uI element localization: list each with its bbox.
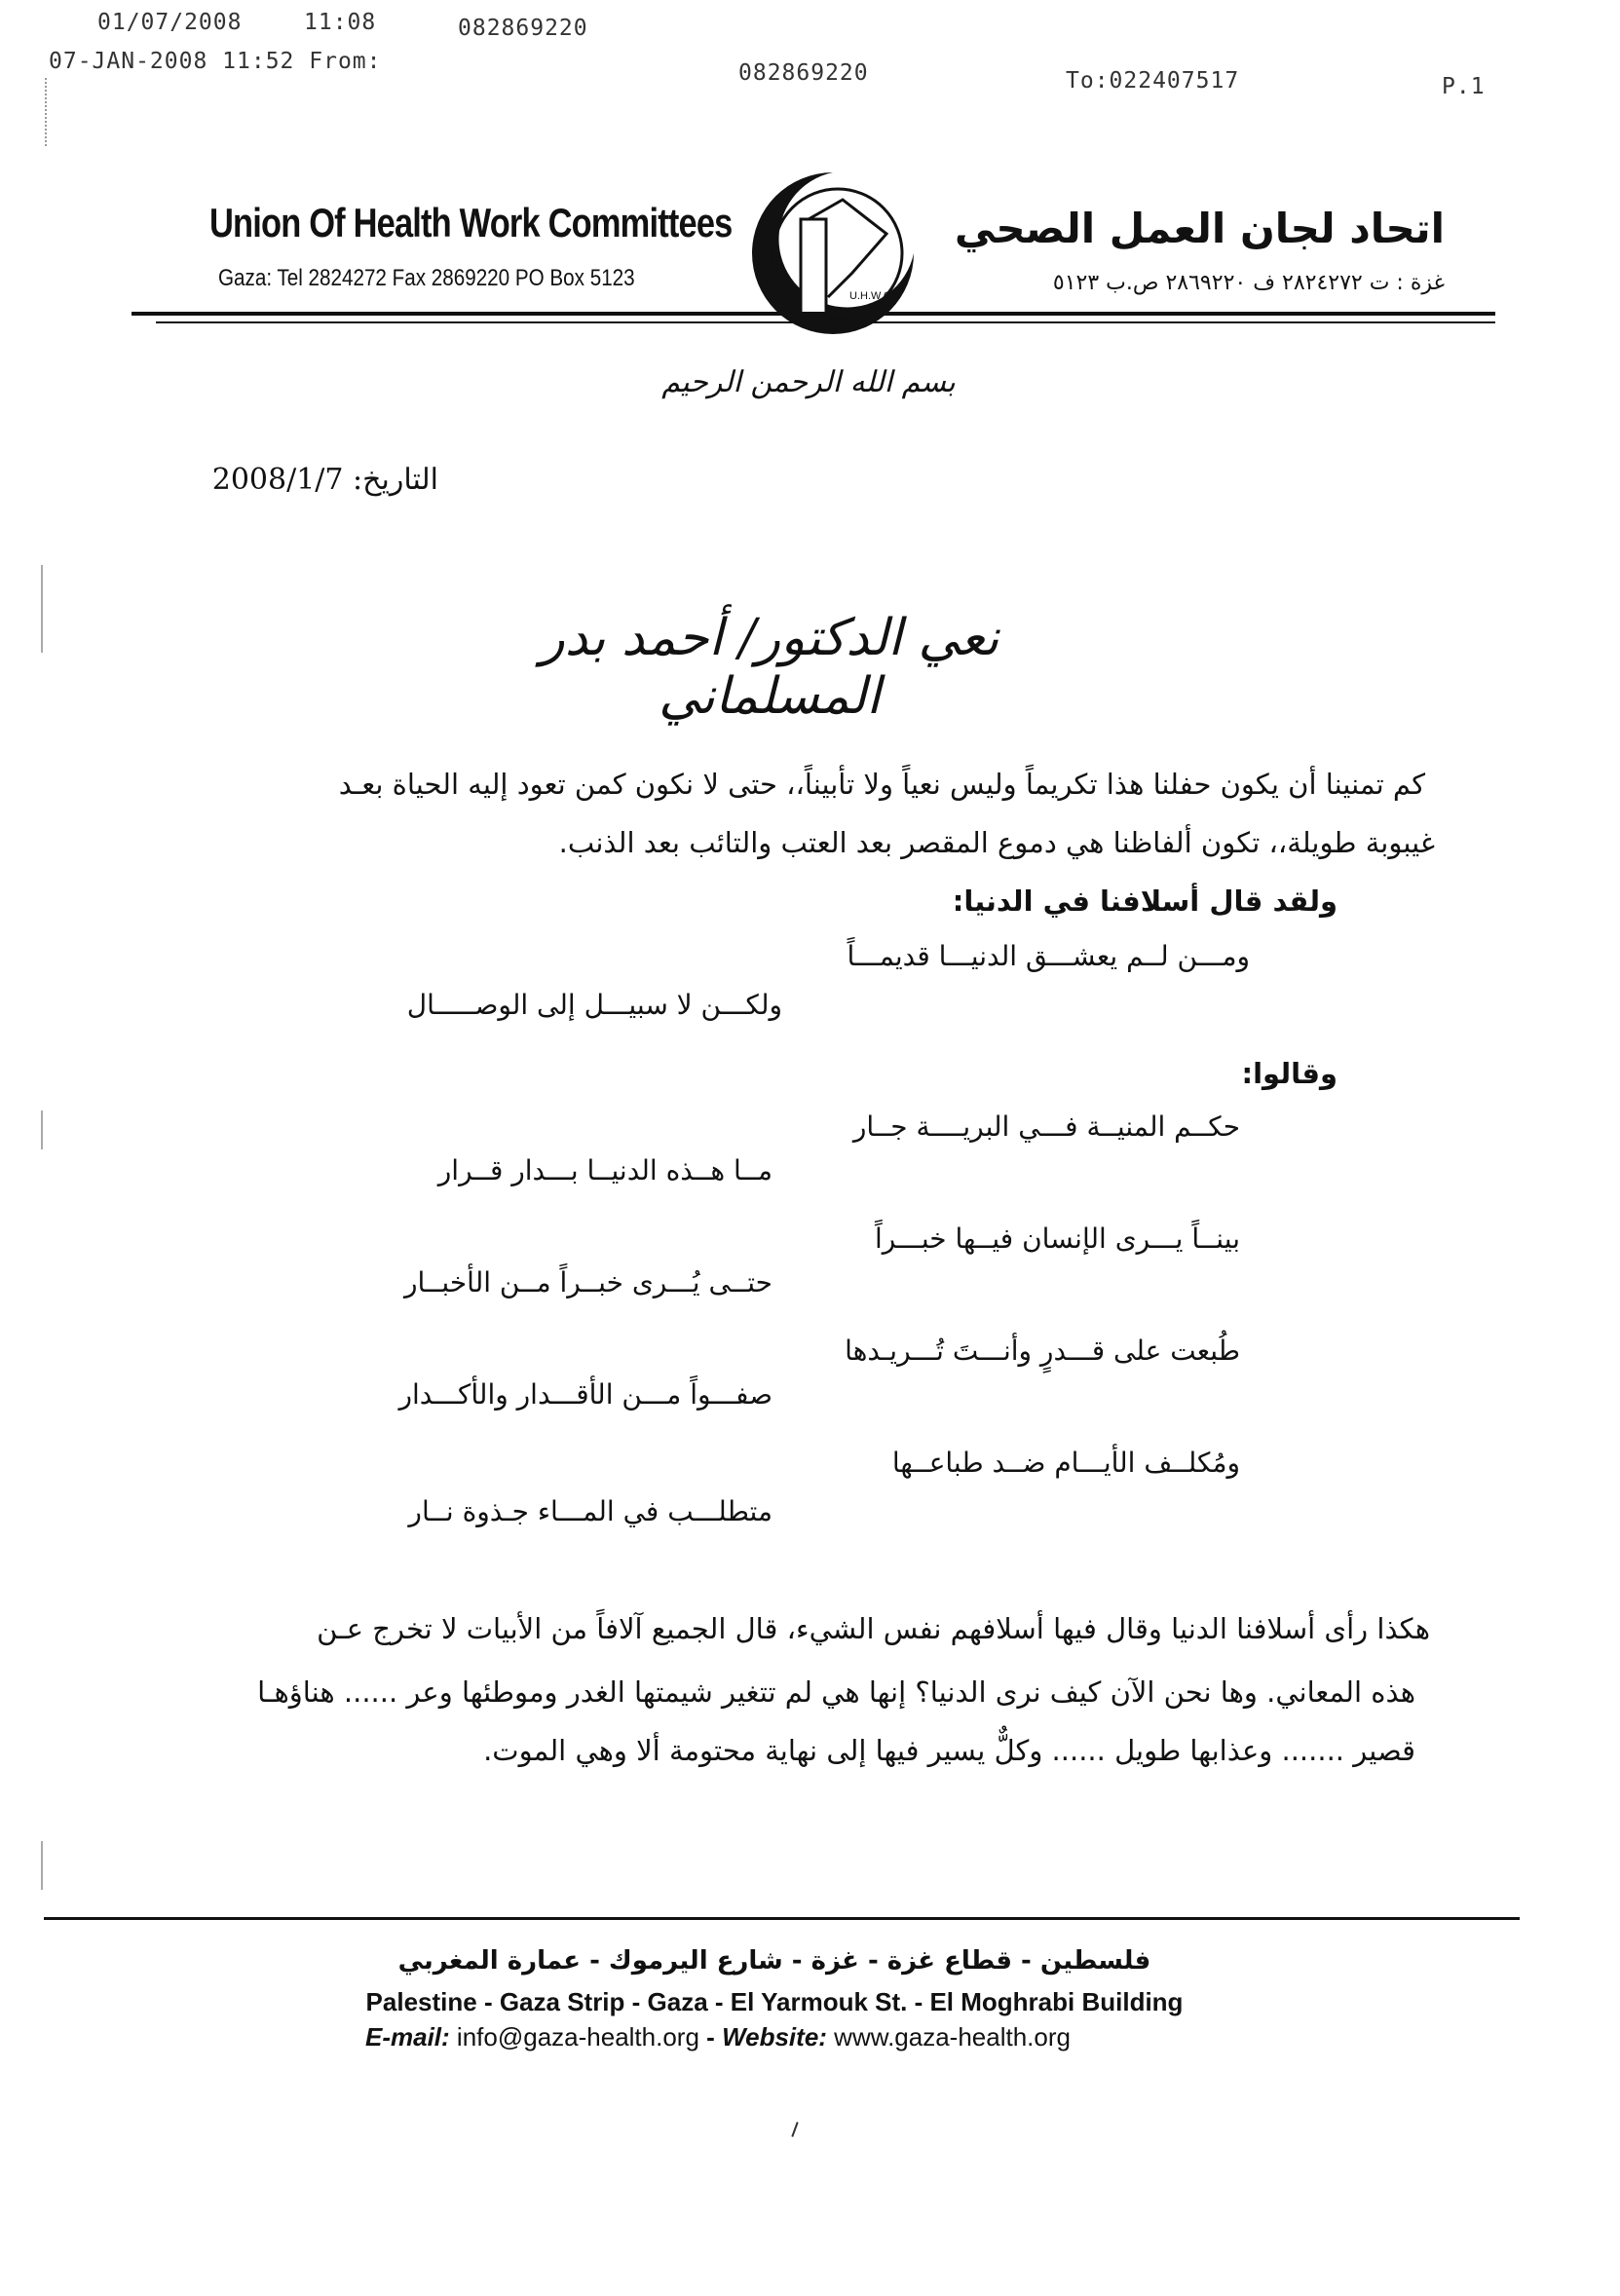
fax-stamp: 07-JAN-2008 11:52 From:	[49, 49, 382, 74]
footer-separator: -	[706, 2022, 715, 2051]
verse2-3-first: طُبعت على قـــدرٍ وأنـــتَ تُـــريـدها	[845, 1335, 1240, 1367]
closing-line-3: قصير ....... وعذابها طويل ...... وكلٌّ يسير فيها إلى نهاية محتومة ألا وهي الموت.	[483, 1734, 1415, 1767]
basmala: بسم الله الرحمن الرحيم	[661, 365, 956, 399]
intro-line-2: غيبوبة طويلة،، تكون ألفاظنا هي دموع المقصر بعد العتب والتائب بعد الذنب.	[558, 826, 1435, 859]
letter-title: نعي الدكتور/ أحمد بدر المسلماني	[540, 609, 999, 726]
section2-label: وقالوا:	[1241, 1057, 1337, 1090]
verse2-2-second: حتــى يُـــرى خبــراً مــن الأخبــار	[403, 1266, 772, 1299]
scan-edge-mark	[41, 1841, 43, 1890]
verse1-second: ولكـــن لا سبيـــل إلى الوصـــــال	[406, 989, 782, 1021]
letterhead-rule-thick	[132, 312, 1495, 316]
verse2-1-first: حكــم المنيــة فـــي البريــــة جــار	[852, 1110, 1240, 1143]
scan-edge-mark	[41, 1110, 43, 1149]
verse2-1-second: مــا هــذه الدنيــا بـــدار قــرار	[437, 1154, 772, 1186]
logo-text: U.H.W.C	[849, 290, 891, 302]
website-label: Website:	[722, 2022, 827, 2051]
footer-address-ar: فلسطين - قطاع غزة - غزة - شارع اليرموك - عمارة المغربي	[397, 1946, 1151, 1976]
scan-edge-mark	[45, 78, 49, 146]
uhwc-logo	[740, 161, 925, 346]
letter-date: التاريخ: 2008/1/7	[211, 463, 438, 497]
footer-contact-line	[365, 2022, 1071, 2052]
verse2-2-first: بينــاً يـــرى الإنسان فيــها خبـــراً	[875, 1223, 1240, 1255]
org-name-en: Union Of Health Work Committees	[209, 200, 733, 245]
fax-number-top: 082869220	[458, 16, 588, 41]
section1-label: ولقد قال أسلافنا في الدنيا:	[952, 885, 1337, 918]
email-label: E-mail:	[365, 2022, 450, 2051]
org-contact-ar: غزة : ت ٢٨٢٤٢٧٢ ف ٢٨٦٩٢٢٠ ص.ب ٥١٢٣	[1052, 271, 1445, 295]
verse2-4-second: متطلـــب في المـــاء جـذوة نــار	[408, 1495, 772, 1527]
footer-address-en: Palestine - Gaza Strip - Gaza - El Yarmouk St. - El Moghrabi Building	[365, 1987, 1184, 2016]
fax-to: To:022407517	[1066, 68, 1240, 94]
email-link[interactable]: info@gaza-health.org	[456, 2022, 699, 2051]
letterhead-rule-thin	[156, 321, 1495, 323]
org-contact-en: Gaza: Tel 2824272 Fax 2869220 PO Box 5123	[218, 265, 635, 291]
website-link[interactable]: www.gaza-health.org	[834, 2022, 1071, 2051]
fax-number-from: 082869220	[738, 60, 869, 86]
fax-time: 11:08	[304, 10, 377, 35]
footer-rule	[44, 1917, 1520, 1920]
verse2-4-first: ومُكلــف الأيـــام ضــد طباعــها	[891, 1447, 1240, 1479]
verse1-first: ومـــن لــم يعشـــق الدنيـــا قديمـــاً	[847, 940, 1250, 972]
scan-mark	[791, 2122, 798, 2137]
verse2-3-second: صفـــواً مـــن الأقـــدار والأكـــدار	[398, 1378, 772, 1411]
closing-line-1: هكذا رأى أسلافنا الدنيا وقال فيها أسلافهم نفس الشيء، قال الجميع آلافاً من الأبيات لا تخرج عـن	[317, 1612, 1430, 1645]
fax-date: 01/07/2008	[97, 10, 243, 35]
closing-line-2: هذه المعاني. وها نحن الآن كيف نرى الدنيا؟ إنها هي لم تتغير شيمتها الغدر وموطئها وعر ...... هناؤهـا	[257, 1675, 1415, 1709]
intro-line-1: كم تمنينا أن يكون حفلنا هذا تكريماً وليس نعياً ولا تأبيناً،، حتى لا نكون كمن تعود إليه الحياة بعـد	[338, 768, 1425, 801]
org-name-ar: اتحاد لجان العمل الصحي	[954, 205, 1445, 252]
scan-edge-mark	[41, 565, 43, 653]
fax-page: P.1	[1442, 74, 1486, 99]
